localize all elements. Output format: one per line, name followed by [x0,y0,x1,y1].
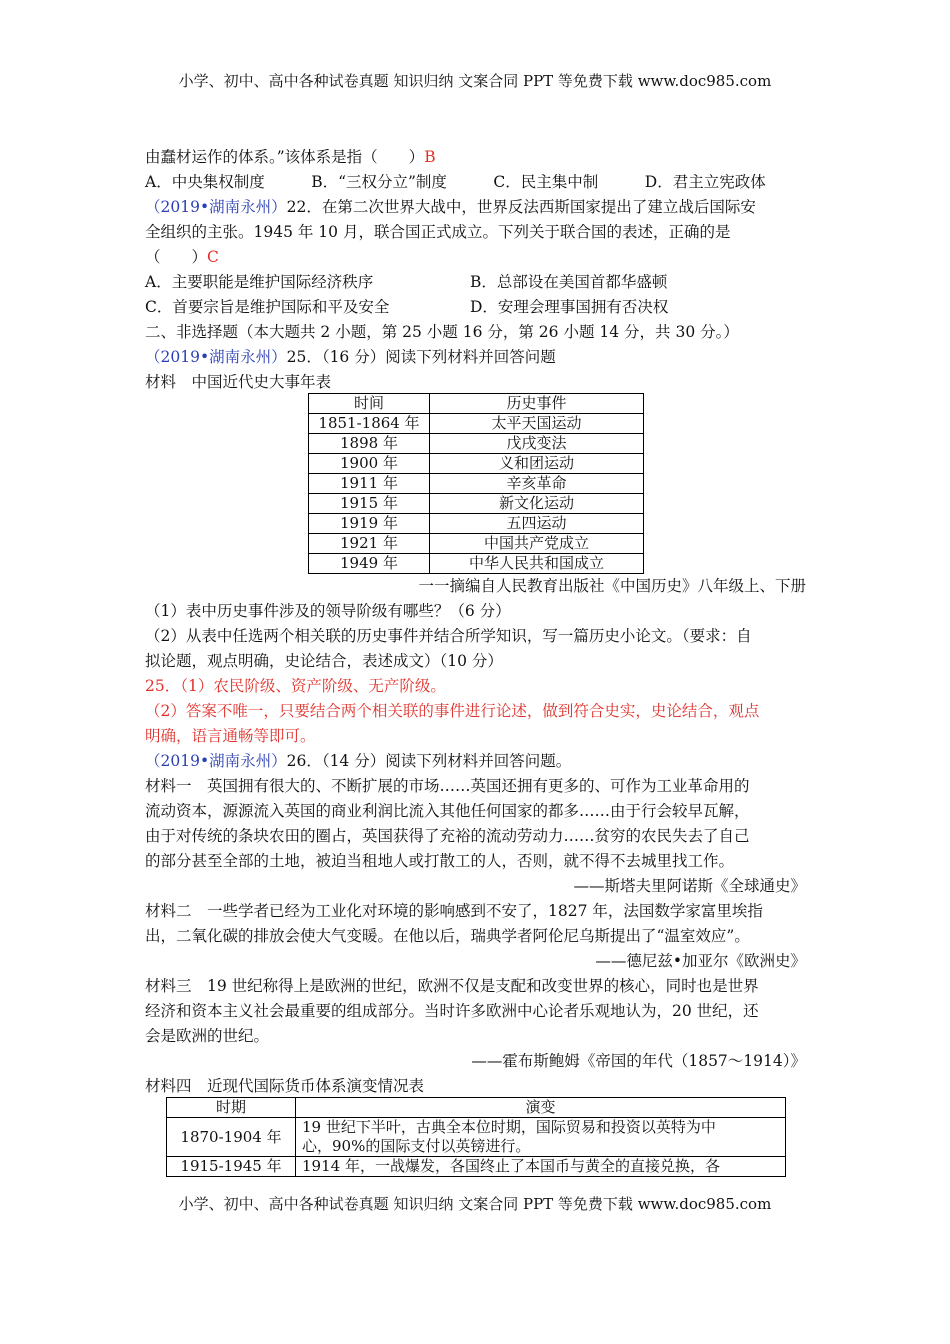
page-header: 小学、初中、高中各种试卷真题 知识归纳 文案合同 PPT 等免费下载 www.doc985.com [178,72,772,90]
q26-source: （2019•湖南永州） [145,752,287,770]
q25-source: （2019•湖南永州） [145,348,287,366]
q25-sub-question-2: （2）从表中任选两个相关联的历史事件并结合所学知识，写一篇历史小论文。（要求：自 [145,627,752,645]
table-row: 1921 年 中国共产党成立 [309,534,644,554]
q26-material-4-title: 材料四 近现代国际货币体系演变情况表 [145,1077,425,1095]
q26-material-3: 材料三 19 世纪称得上是欧洲的世纪，欧洲不仅是支配和改变世界的核心，同时也是世界 [145,977,759,995]
table-header-time: 时间 [309,394,430,414]
table-header-event: 历史事件 [430,394,644,414]
table-row [167,1118,786,1157]
table-header-period: 时期 [167,1098,296,1118]
q22-stem-line3: （ ）C [145,248,219,266]
q22-source: （2019•湖南永州） [145,198,287,216]
q26-stem: （2019•湖南永州）26．（14 分）阅读下列材料并回答问题。 [145,752,572,770]
table-row: 1898 年 戊戌变法 [309,434,644,454]
q26-material-1-source: ——斯塔夫里阿诺斯《全球通史》 [573,877,806,895]
q25-sub-question-2-line2: 拟论题，观点明确，史论结合，表述成文）（10 分） [145,652,503,670]
q25-table-source: 一一摘编自人民教育出版社《中国历史》八年级上、下册 [418,577,806,595]
q26-material-3-line2: 经济和资本主义社会最重要的组成部分。当时许多欧洲中心论者乐观地认为，20 世纪，还 [145,1002,759,1020]
table-header-evolution: 演变 [296,1098,786,1118]
q26-material-2-source: ——德尼兹•加亚尔《欧洲史》 [595,952,806,970]
q22-stem-line2: 全组织的主张。1945 年 10 月，联合国正式成立。下列关于联合国的表述，正确的是 [145,223,731,241]
section-2-title: 二、非选择题（本大题共 2 小题，第 25 小题 16 分，第 26 小题 14 分，共 30 分。） [145,323,739,341]
table-row: 1915 年 新文化运动 [309,494,644,514]
q26-material-2: 材料二 一些学者已经为工业化对环境的影响感到不安了，1827 年，法国数学家富里埃指 [145,902,763,920]
table-row: 1919 年 五四运动 [309,514,644,534]
q25-answer-2: （2）答案不唯一，只要结合两个相关联的事件进行论述，做到符合史实，史论结合，观点 [145,702,760,720]
q25-stem: （2019•湖南永州）25．（16 分）阅读下列材料并回答问题 [145,348,556,366]
table-cell-period: 1870-1904 年 [167,1118,296,1157]
q21-options: A．中央集权制度 B．“三权分立”制度 C．民主集中制 D．君主立宪政体 [145,173,766,191]
table-cell-period: 1915-1945 年 [167,1157,296,1177]
q26-material-3-source: ——霍布斯鲍姆《帝国的年代（1857～1914）》 [471,1052,806,1070]
table-row: 1911 年 辛亥革命 [309,474,644,494]
q25-answer-2-line2: 明确，语言通畅等即可。 [145,727,316,745]
q26-material-3-line3: 会是欧洲的世纪。 [145,1027,270,1045]
q22-option-c: C．首要宗旨是维护国际和平及安全 [145,298,390,316]
table-header-row [309,394,644,414]
q22-answer: C [207,248,219,266]
table-row [167,1157,786,1177]
table-row: 1949 年 中华人民共和国成立 [309,554,644,574]
q21-answer: B [424,148,436,166]
q25-answer-1: 25．（1）农民阶级、资产阶级、无产阶级。 [145,677,446,695]
q22-option-a: A．主要职能是维护国际经济秩序 [145,273,374,291]
chronology-table [308,393,644,574]
q25-material-title: 材料 中国近代史大事年表 [145,373,332,391]
q26-material-1: 材料一 英国拥有很大的、不断扩展的市场……英国还拥有更多的、可作为工业革命用的 [145,777,750,795]
q22-stem: （2019•湖南永州）22．在第二次世界大战中，世界反法西斯国家提出了建立战后国际安 [145,198,756,216]
table-row: 1900 年 义和团运动 [309,454,644,474]
table-cell-evolution: 19 世纪下半叶，古典全本位时期，国际贸易和投资以英特为中 心，90%的国际支付以英镑进行。 [296,1118,786,1157]
currency-system-table [166,1097,786,1177]
page-footer: 小学、初中、高中各种试卷真题 知识归纳 文案合同 PPT 等免费下载 www.doc985.com [178,1195,772,1213]
q26-material-2-line2: 出，二氧化碳的排放会使大气变暖。在他以后，瑞典学者阿伦尼乌斯提出了“温室效应”。 [145,927,750,945]
q22-option-d: D．安理会理事国拥有否决权 [470,298,669,316]
q22-option-b: B．总部设在美国首都华盛顿 [470,273,668,291]
table-row: 1851-1864 年 太平天国运动 [309,414,644,434]
table-header-row [167,1098,786,1118]
q21-stem: 由蠢材运作的体系。”该体系是指（ ）B [145,148,436,166]
q26-material-1-line3: 由于对传统的条块农田的圈占，英国获得了充裕的流动劳动力……贫穷的农民失去了自己 [145,827,750,845]
table-cell-evolution: 1914 年，一战爆发，各国终止了本国币与黄全的直接兑换，各 [296,1157,786,1177]
q26-material-1-line2: 流动资本，源源流入英国的商业利润比流入其他任何国家的都多……由于行会较早瓦解， [145,802,750,820]
q26-material-1-line4: 的部分甚至全部的土地，被迫当租地人或打散工的人，否则，就不得不去城里找工作。 [145,852,735,870]
q25-sub-question-1: （1）表中历史事件涉及的领导阶级有哪些？（6 分） [145,602,511,620]
